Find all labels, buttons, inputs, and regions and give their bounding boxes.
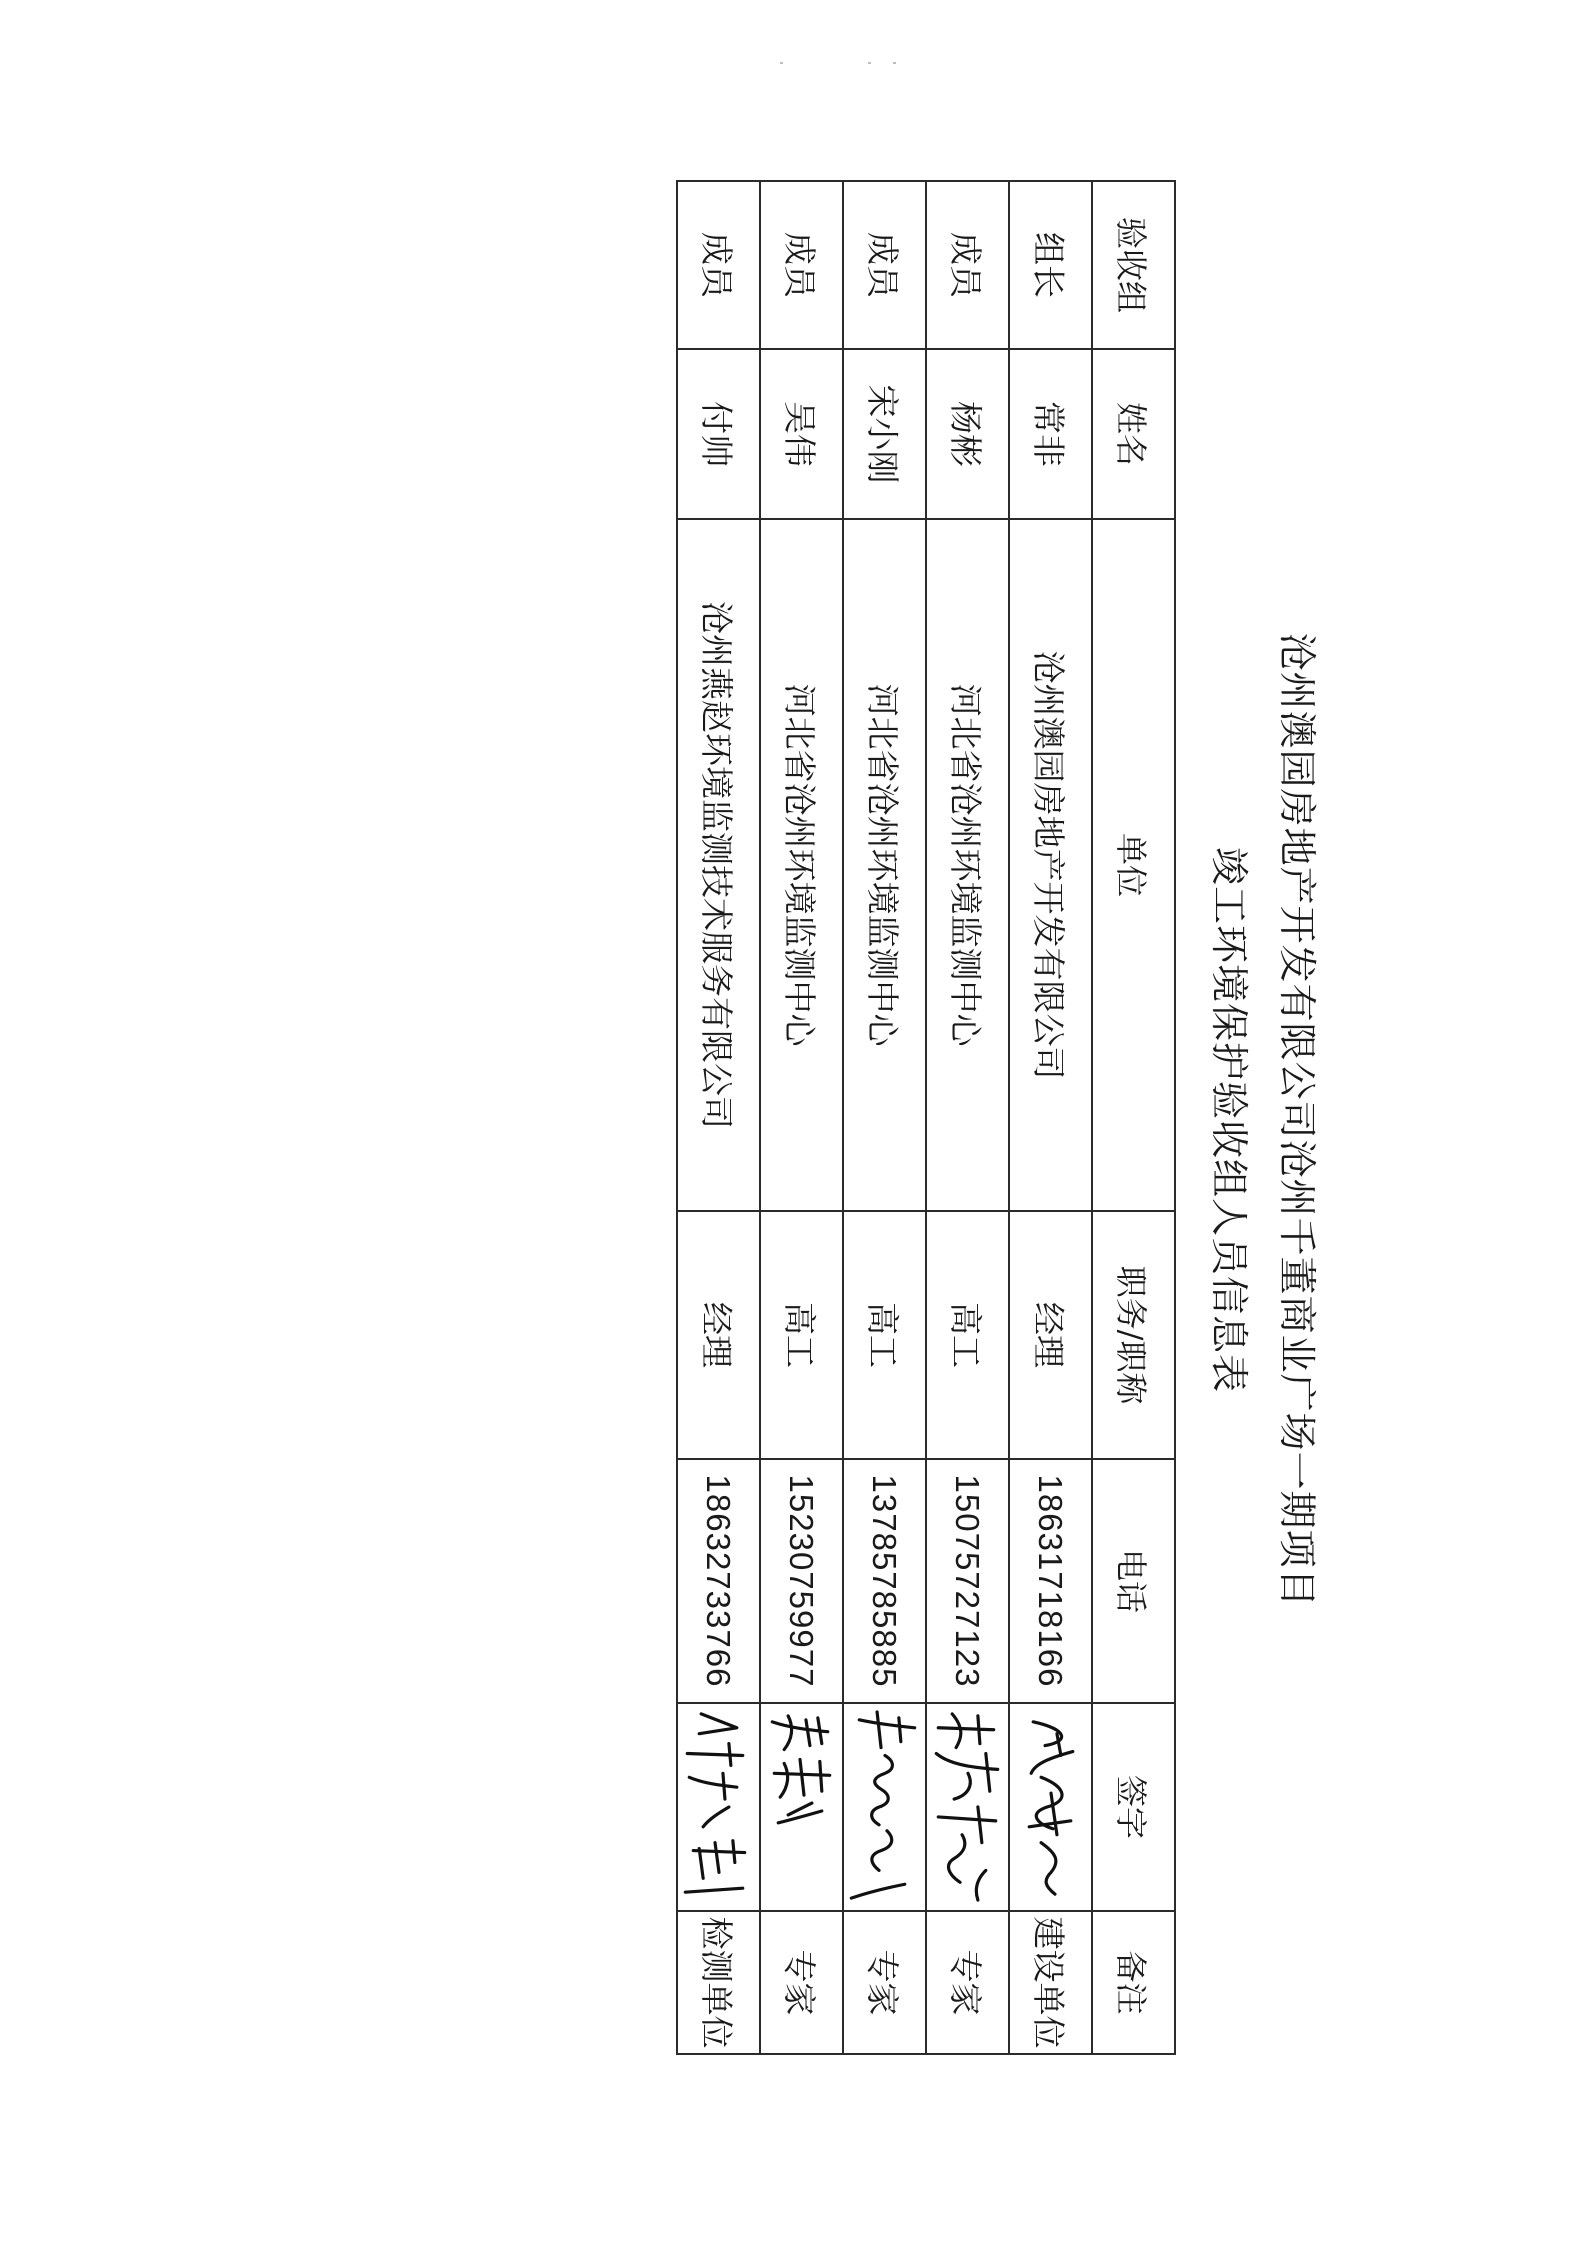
signature-scribble <box>1010 1704 1091 1910</box>
acceptance-group-table <box>676 180 1176 2055</box>
phone-cell: 18631718166 <box>1009 1459 1092 1703</box>
role-cell: 成员 <box>843 181 926 349</box>
scan-speck <box>868 62 871 64</box>
table-row <box>760 181 843 2054</box>
rotated-document-sheet <box>628 180 1328 2060</box>
signature-scribble <box>927 1704 1008 1910</box>
header-cell: 验收组 <box>1092 181 1175 349</box>
header-cell: 备注 <box>1092 1911 1175 2054</box>
header-cell: 姓名 <box>1092 349 1175 519</box>
header-cell: 签字 <box>1092 1703 1175 1911</box>
phone-cell: 15230759977 <box>760 1459 843 1703</box>
phone-cell: 13785785885 <box>843 1459 926 1703</box>
name-cell: 常非 <box>1009 349 1092 519</box>
unit-cell: 沧州澳园房地产开发有限公司 <box>1009 519 1092 1211</box>
table-row <box>926 181 1009 2054</box>
table-row <box>677 181 760 2054</box>
note-cell: 专家 <box>760 1911 843 2054</box>
handwritten-signature <box>926 1703 1009 1911</box>
note-cell: 建设单位 <box>1009 1911 1092 2054</box>
handwritten-signature <box>760 1703 843 1911</box>
table-row <box>1009 181 1092 2054</box>
handwritten-signature <box>677 1703 760 1911</box>
note-cell: 专家 <box>843 1911 926 2054</box>
scan-speck <box>893 62 896 64</box>
document-title: 沧州澳园房地产开发有限公司沧州千董商业广场一期项目 <box>1275 632 1319 1608</box>
header-cell: 单位 <box>1092 519 1175 1211</box>
header-cell: 电话 <box>1092 1459 1175 1703</box>
unit-cell: 河北省沧州环境监测中心 <box>760 519 843 1211</box>
title-cell: 高工 <box>843 1211 926 1459</box>
unit-cell: 河北省沧州环境监测中心 <box>926 519 1009 1211</box>
table-header-row <box>1092 181 1175 2054</box>
signature-scribble <box>678 1704 759 1910</box>
title-cell: 高工 <box>926 1211 1009 1459</box>
title-cell: 经理 <box>1009 1211 1092 1459</box>
unit-cell: 河北省沧州环境监测中心 <box>843 519 926 1211</box>
title-cell: 高工 <box>760 1211 843 1459</box>
note-cell: 专家 <box>926 1911 1009 2054</box>
signature-scribble <box>844 1704 925 1910</box>
document-subtitle: 竣工环境保护验收组人员信息表 <box>1207 846 1251 1393</box>
name-cell: 付帅 <box>677 349 760 519</box>
phone-cell: 18632733766 <box>677 1459 760 1703</box>
name-cell: 宋小刚 <box>843 349 926 519</box>
handwritten-signature <box>1009 1703 1092 1911</box>
title-cell: 经理 <box>677 1211 760 1459</box>
unit-cell: 沧州燕赵环境监测技术服务有限公司 <box>677 519 760 1211</box>
role-cell: 成员 <box>926 181 1009 349</box>
note-cell: 检测单位 <box>677 1911 760 2054</box>
signature-scribble <box>761 1704 842 1910</box>
table-row <box>843 181 926 2054</box>
scan-speck <box>780 62 783 64</box>
name-cell: 吴伟 <box>760 349 843 519</box>
role-cell: 成员 <box>677 181 760 349</box>
phone-cell: 15075727123 <box>926 1459 1009 1703</box>
name-cell: 杨彬 <box>926 349 1009 519</box>
role-cell: 成员 <box>760 181 843 349</box>
header-cell: 职务/职称 <box>1092 1211 1175 1459</box>
role-cell: 组长 <box>1009 181 1092 349</box>
handwritten-signature <box>843 1703 926 1911</box>
